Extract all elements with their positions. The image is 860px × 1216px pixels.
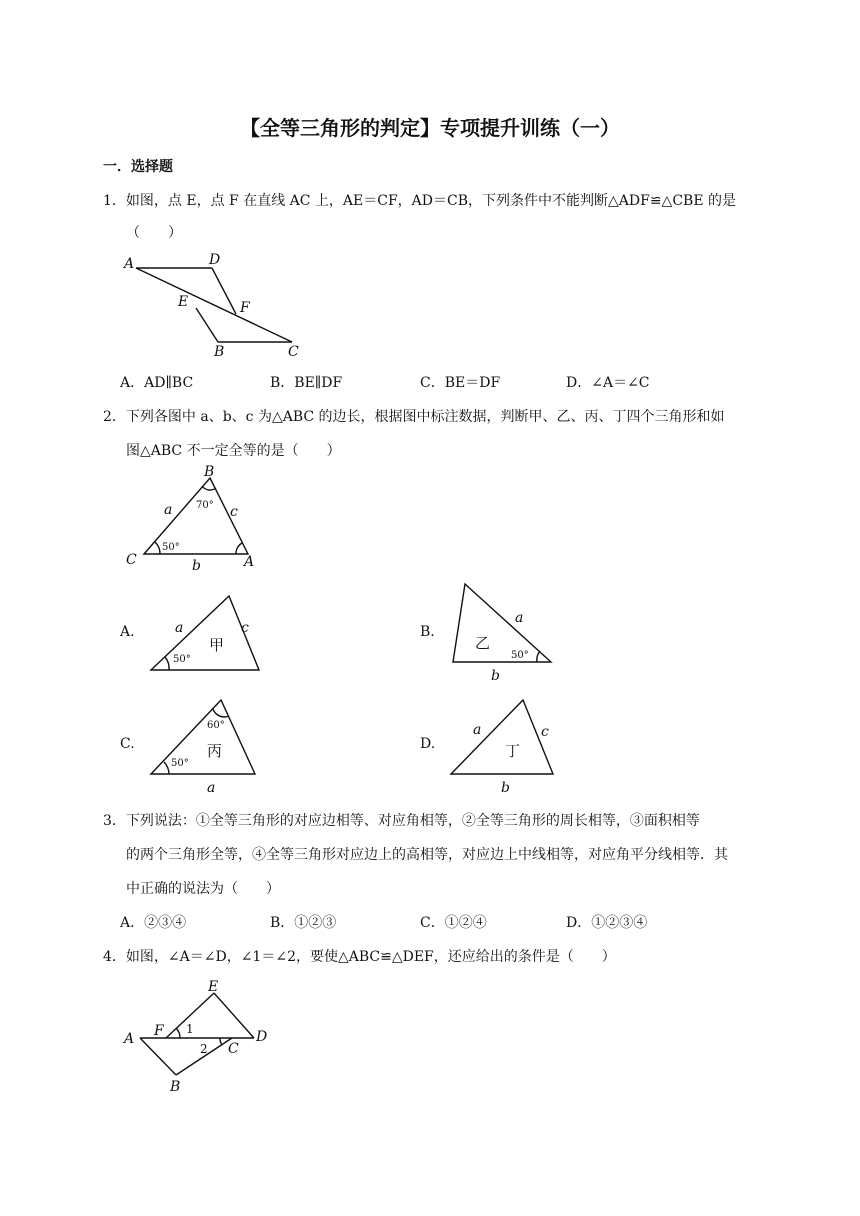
q2-main-side-b: b: [192, 558, 201, 574]
q2-main-side-a: a: [164, 502, 173, 518]
q2-option-a-figure: [145, 590, 270, 674]
q2-option-c-label: C.: [120, 736, 135, 752]
q3-option-d: D．①②③④: [566, 915, 648, 931]
q4-angle-2: 2: [200, 1042, 208, 1056]
q2-option-c-figure: [145, 694, 265, 794]
q2-main-angle-c: 50°: [162, 542, 180, 553]
q2-a-side-a: a: [175, 620, 184, 636]
q2-d-side-c: c: [541, 724, 549, 740]
q3-text-line3: 中正确的说法为（ ）: [126, 881, 280, 897]
q2-c-name: 丙: [207, 742, 223, 760]
q1-label-a: A: [124, 256, 135, 272]
q4-label-a: A: [124, 1031, 135, 1047]
q2-option-d-figure: [445, 694, 560, 794]
q2-main-label-b: B: [204, 464, 215, 480]
q2-option-b-label: B.: [420, 624, 435, 640]
q2-d-side-a: a: [473, 722, 482, 738]
q4-label-e: E: [208, 979, 219, 995]
q2-c-angle-top: 60°: [207, 720, 225, 731]
q1-label-e: E: [178, 294, 189, 310]
section-heading: 一．选择题: [103, 159, 173, 175]
q2-a-name: 甲: [209, 636, 225, 654]
q4-text-line1: 4．如图，∠A＝∠D，∠1＝∠2，要使△ABC≌△DEF，还应给出的条件是（ ）: [103, 949, 616, 965]
q4-label-c: C: [228, 1041, 239, 1057]
q2-main-label-c: C: [126, 552, 137, 568]
q2-option-a-label: A.: [120, 624, 135, 640]
page-title: 【全等三角形的判定】专项提升训练（一）: [240, 116, 620, 140]
q2-option-b-figure: [445, 578, 560, 684]
q3-text-line2: 的两个三角形全等，④全等三角形对应边上的高相等，对应边上中线相等，对应角平分线相等．其: [126, 847, 728, 863]
q2-c-angle-left: 50°: [171, 758, 189, 769]
q2-text-line1: 2．下列各图中 a、b、c 为△ABC 的边长，根据图中标注数据，判断甲、乙、丙、丁四个三角形和如: [103, 409, 725, 425]
q2-text-line2: 图△ABC 不一定全等的是（ ）: [126, 443, 341, 459]
q4-angle-1: 1: [186, 1022, 194, 1036]
q2-d-side-b: b: [501, 780, 510, 794]
q2-main-side-c: c: [230, 504, 238, 520]
q4-label-d: D: [256, 1029, 268, 1045]
q2-b-angle: 50°: [511, 650, 529, 661]
q2-b-side-b: b: [491, 668, 500, 684]
q4-label-f: F: [154, 1023, 164, 1039]
q2-option-d-label: D.: [420, 736, 436, 752]
q2-main-angle-b: 70°: [196, 500, 214, 511]
q1-text-line2: （ ）: [126, 225, 182, 241]
q3-text-line1: 3．下列说法：①全等三角形的对应边相等、对应角相等，②全等三角形的周长相等，③面积相等: [103, 813, 700, 829]
q4-label-b: B: [170, 1079, 181, 1095]
q1-label-d: D: [209, 252, 221, 268]
q1-text-line1: 1．如图，点 E，点 F 在直线 AC 上，AE＝CF，AD＝CB，下列条件中不能判断△ADF≌△CBE 的是: [103, 193, 736, 209]
q4-figure: [120, 975, 280, 1100]
q2-a-side-c: c: [241, 620, 249, 636]
q2-main-figure: [120, 462, 270, 574]
q1-figure: [120, 248, 320, 360]
q1-option-d: D．∠A＝∠C: [566, 375, 650, 391]
q1-label-f: F: [240, 300, 250, 316]
q2-c-side-a: a: [207, 780, 216, 794]
q1-label-b: B: [214, 344, 225, 360]
q1-option-b: B．BE∥DF: [270, 375, 343, 391]
q3-option-c: C．①②④: [420, 915, 487, 931]
q1-option-a: A．AD∥BC: [120, 375, 194, 391]
q2-a-angle: 50°: [173, 654, 191, 665]
q2-main-label-a: A: [244, 554, 255, 570]
q1-label-c: C: [288, 344, 299, 360]
q3-option-a: A．②③④: [120, 915, 187, 931]
q2-b-side-a: a: [515, 610, 524, 626]
q3-option-b: B．①②③: [270, 915, 337, 931]
q2-b-name: 乙: [475, 634, 491, 652]
q2-d-name: 丁: [505, 742, 521, 760]
q1-option-c: C．BE＝DF: [420, 375, 501, 391]
